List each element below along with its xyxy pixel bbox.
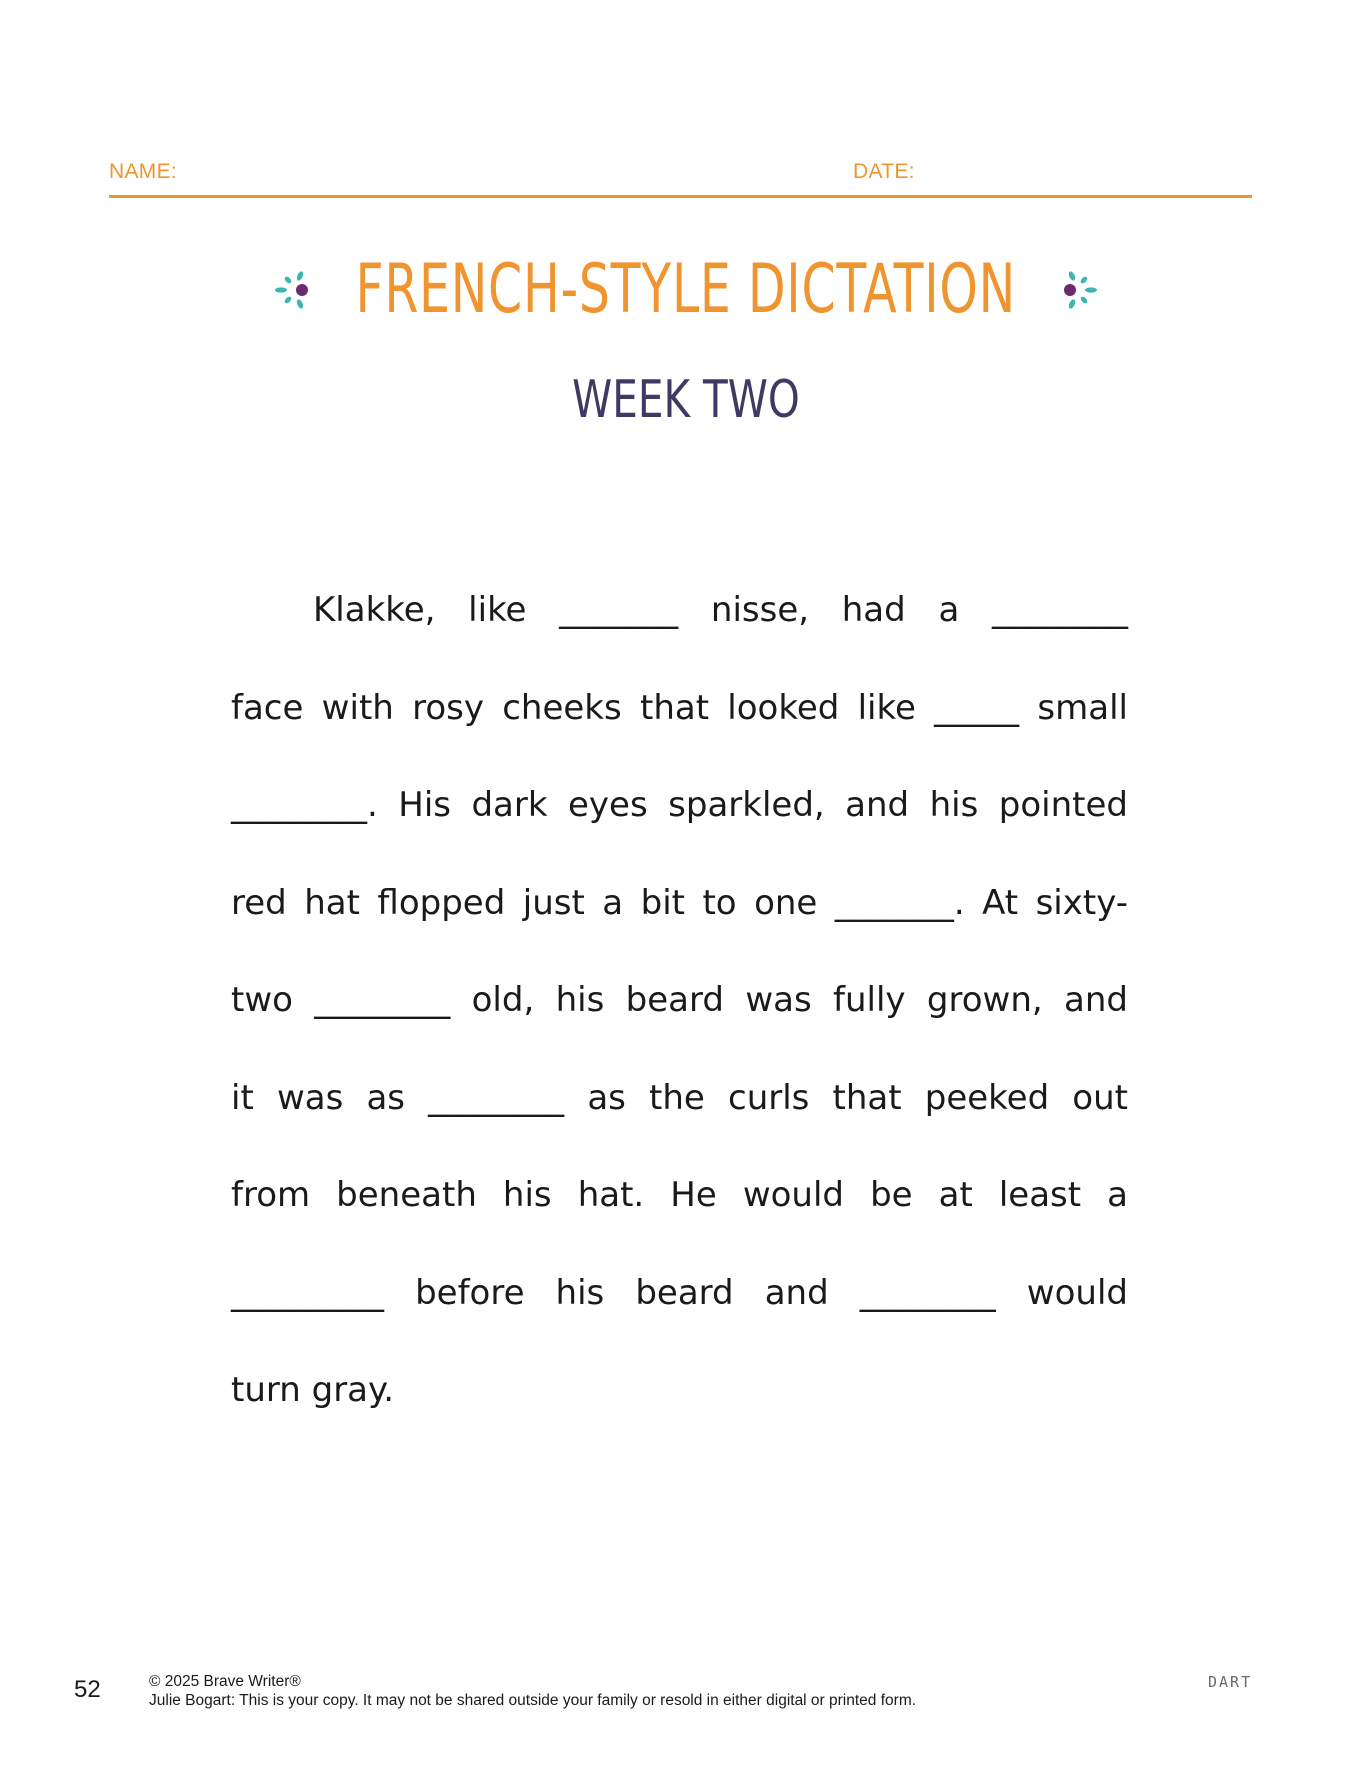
- page-number: 52: [74, 1676, 101, 1703]
- name-label: NAME:: [109, 160, 178, 183]
- page-subtitle: WEEK TWO: [572, 370, 800, 430]
- flower-left-icon: [271, 267, 317, 313]
- passage-line: turn gray.: [231, 1370, 395, 1410]
- passage-line: _________ before his beard and ________ would: [231, 1272, 1128, 1313]
- footer-copyright: [149, 1672, 916, 1710]
- dictation-passage: [231, 590, 1128, 1468]
- footer-logo: DART: [1208, 1673, 1253, 1691]
- flower-right-icon: [1055, 267, 1101, 313]
- copyright-line: © 2025 Brave Writer®: [149, 1673, 301, 1690]
- passage-line: Klakke, like _______ nisse, had a ________: [313, 590, 1128, 630]
- date-label: DATE:: [853, 160, 915, 183]
- license-notice: Julie Bogart: This is your copy. It may not be shared outside your family or resold in either digital or printed form.: [149, 1692, 917, 1709]
- passage-line: red hat flopped just a bit to one _______. At sixty-: [231, 882, 1128, 923]
- page-title: FRENCH-STYLE DICTATION: [355, 250, 1017, 329]
- title-block: [0, 250, 1372, 329]
- passage-line: ________. His dark eyes sparkled, and his pointed: [231, 785, 1128, 825]
- passage-line: two ________ old, his beard was fully grown, and: [231, 980, 1128, 1020]
- passage-line: it was as ________ as the curls that peeked out: [231, 1077, 1128, 1118]
- name-date-header: [109, 148, 1252, 198]
- passage-line: from beneath his hat. He would be at least a: [231, 1175, 1128, 1215]
- header-rule: [109, 195, 1252, 198]
- passage-line: face with rosy cheeks that looked like _____ small: [231, 687, 1128, 728]
